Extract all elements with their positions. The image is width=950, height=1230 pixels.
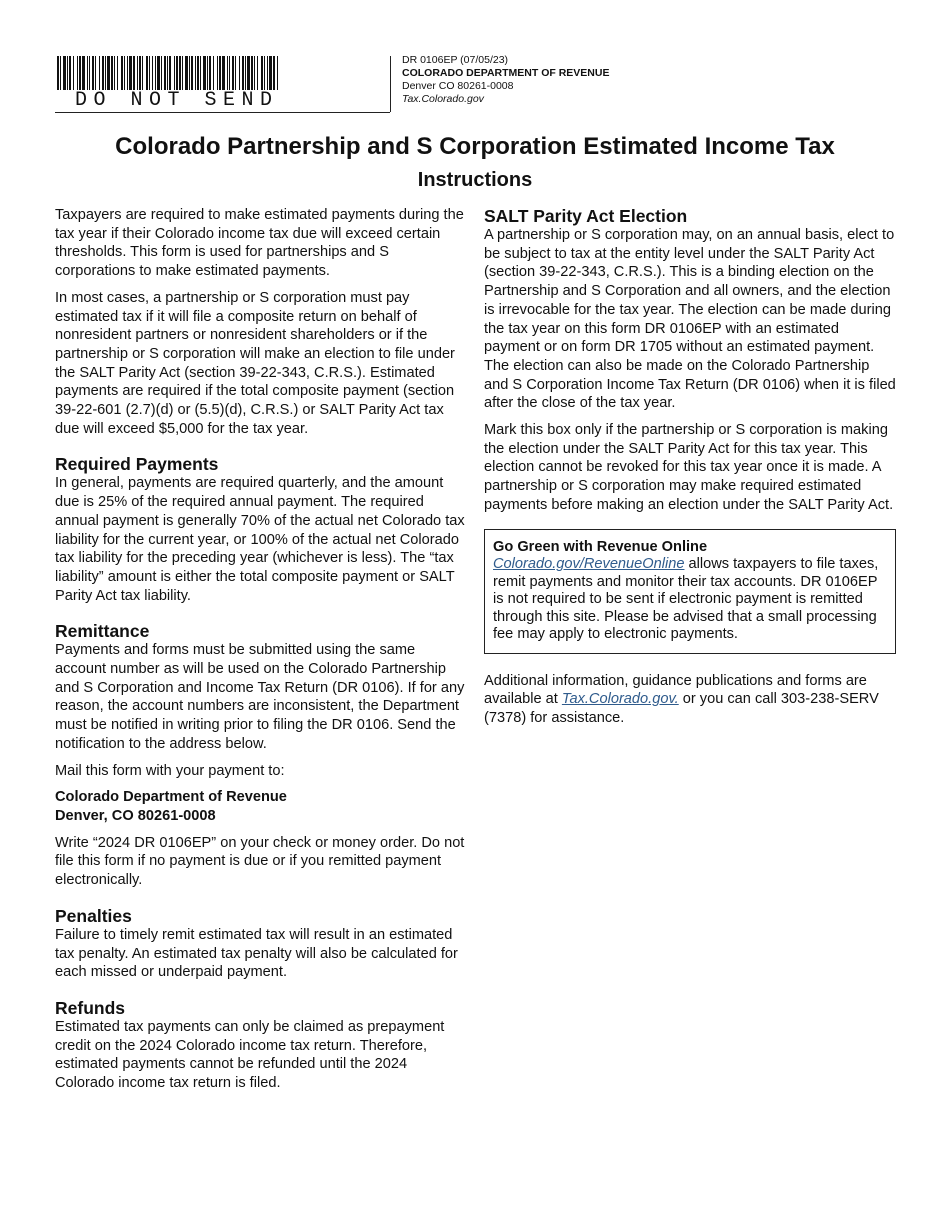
barcode-bar <box>269 56 272 90</box>
go-green-box <box>484 529 896 654</box>
barcode-bar <box>277 56 278 90</box>
barcode-bar <box>185 56 188 90</box>
barcode-bar <box>157 56 160 90</box>
refunds-text: Estimated tax payments can only be claimed as prepayment credit on the 2024 Colorado income tax return. Therefore, estimated payments cannot be refunded until the 2024 Colorado income tax return is filed. <box>55 1018 445 1092</box>
mail-instruction: Mail this form with your payment to: <box>55 762 285 779</box>
barcode-bar <box>149 56 150 90</box>
barcode-bar <box>200 56 201 90</box>
left-column <box>55 206 467 1101</box>
mailing-address <box>55 788 467 825</box>
barcode-bar <box>167 56 168 90</box>
address-line-2: Denver, CO 80261-0008 <box>55 807 216 824</box>
barcode-bar <box>239 56 240 90</box>
revenue-online-link[interactable]: Colorado.gov/RevenueOnline <box>493 556 685 573</box>
salt-parity-paragraph-2: Mark this box only if the partnership or S corporation is making the election under the SALT Parity Act for this tax year. This election cannot be revoked for this tax year once it is made. A partnership or S corporation may make required estimated payments before making an election under the SALT Parity Act. <box>484 422 894 513</box>
barcode-bar <box>60 56 61 90</box>
barcode-bar <box>229 56 230 90</box>
barcode-bar <box>219 56 221 90</box>
barcode-bar <box>161 56 162 90</box>
barcode-bar <box>69 56 71 90</box>
refunds-heading: Refunds <box>55 997 125 1018</box>
barcode-bar <box>197 56 199 90</box>
page-title: Colorado Partnership and S Corporation Estimated Income Tax <box>115 133 835 160</box>
barcode-bar <box>114 56 115 90</box>
section-penalties <box>55 906 467 982</box>
barcode-bar <box>174 56 175 90</box>
barcode-bar <box>87 56 88 90</box>
barcode-bar <box>152 56 153 90</box>
remittance-heading: Remittance <box>55 621 150 642</box>
write-instruction: Write “2024 DR 0106EP” on your check or money order. Do not file this form if no payment is due or if you remitted payment electronically. <box>55 834 465 889</box>
barcode-bar <box>82 56 85 90</box>
section-remittance <box>55 621 467 889</box>
intro-paragraph-1: Taxpayers are required to make estimated payments during the tax year if their Colorado income tax due will exceed certain thresholds. This form is used for partnerships and S corporations to make estimated payments. <box>55 207 464 280</box>
barcode <box>55 56 390 113</box>
barcode-bar <box>77 56 78 90</box>
salt-parity-paragraph-1: A partnership or S corporation may, on an annual basis, elect to be subject to tax at the entity level under the SALT Parity Act (section 39-22-343, C.R.S.). This is a binding election on the Partnership and S Corporation and all owners, and the election is irrevocable for the tax year. The election can be made during the tax year on this form DR 0106EP with an estimated payment or on form DR 1705 without an estimated payment. The election can also be made on the Colorado Partnership and S Corporation Income Tax Return (DR 0106) when it is filed after the close of the tax year. <box>484 227 896 412</box>
required-payments-text: In general, payments are required quarterly, and the amount due is 25% of the required annual payment. The required annual payment is generally 70% of the actual net Colorado tax liability for the current year, or 100% of the actual net Colorado tax liability for the preceding year (whichever is less). The “tax liability” amount is either the total composite payment or SALT Parity Act tax liability. <box>55 475 465 604</box>
agency-city: Denver CO 80261-0008 <box>402 80 514 92</box>
barcode-bar <box>124 56 125 90</box>
barcode-label: DO NOT SEND <box>75 89 279 112</box>
barcode-bar <box>105 56 106 90</box>
barcode-bar <box>251 56 253 90</box>
barcode-bar <box>129 56 132 90</box>
barcode-bar <box>217 56 218 90</box>
barcode-bar <box>169 56 171 90</box>
barcode-bar <box>242 56 244 90</box>
info-text-pre: Additional information, guidance publications and forms are available at <box>484 672 867 708</box>
barcode-bar <box>155 56 156 90</box>
section-required-payments <box>55 454 467 605</box>
barcode-bar <box>195 56 196 90</box>
barcode-bar <box>139 56 141 90</box>
barcode-bars <box>57 56 279 90</box>
barcode-bar <box>99 56 100 90</box>
barcode-bar <box>146 56 148 90</box>
barcode-bar <box>127 56 128 90</box>
page-subtitle: Instructions <box>417 169 533 191</box>
barcode-bar <box>257 56 258 90</box>
penalties-text: Failure to timely remit estimated tax will result in an estimated tax penalty. An estimated tax penalty will also be calculated for each missed or underpaid payment. <box>55 926 458 981</box>
barcode-bar <box>222 56 225 90</box>
barcode-bar <box>207 56 208 90</box>
agency-name: COLORADO DEPARTMENT OF REVENUE <box>402 67 610 79</box>
barcode-bar <box>79 56 81 90</box>
barcode-bar <box>191 56 193 90</box>
barcode-bar <box>67 56 68 90</box>
barcode-bar <box>89 56 90 90</box>
barcode-bar <box>107 56 110 90</box>
go-green-body: allows taxpayers to file taxes, remit payments and monitor their tax accounts. DR 0106EP is not required to be sent if electronic payment is remitted through this site. Please be advised that a small processing fee may apply to electronic payments. <box>493 556 879 643</box>
barcode-bar <box>73 56 74 90</box>
barcode-bar <box>164 56 166 90</box>
salt-parity-heading: SALT Parity Act Election <box>484 206 688 226</box>
barcode-bar <box>213 56 214 90</box>
form-number: DR 0106EP (07/05/23) <box>402 54 509 66</box>
go-green-text <box>493 556 887 644</box>
intro-paragraph-2: In most cases, a partnership or S corporation must pay estimated tax if it will file a composite return on behalf of nonresident partners or nonresident shareholders or if the partnership or S corporation will make an election to file under the SALT Parity Act (section 39-22-343, C.R.S.). Estimated payments are required if the total composite payment (section 39-22-601 (2.7)(d) or (5.5)(d), C.R.S.) or SALT Parity Act tax due will exceed $5,000 for the tax year. <box>55 289 455 437</box>
info-text-post: or you can call 303-238-SERV (7378) for assistance. <box>484 691 879 726</box>
barcode-bar <box>182 56 183 90</box>
barcode-bar <box>261 56 263 90</box>
barcode-bar <box>102 56 104 90</box>
barcode-bar <box>273 56 275 90</box>
barcode-bar <box>179 56 181 90</box>
agency-website: Tax.Colorado.gov <box>402 93 484 105</box>
barcode-bar <box>137 56 138 90</box>
barcode-bar <box>121 56 123 90</box>
barcode-bar <box>245 56 246 90</box>
barcode-bar <box>92 56 94 90</box>
barcode-bar <box>235 56 236 90</box>
penalties-heading: Penalties <box>55 905 132 926</box>
barcode-bar <box>142 56 143 90</box>
additional-info <box>484 672 896 728</box>
barcode-bar <box>264 56 265 90</box>
agency-block <box>402 54 609 106</box>
section-refunds <box>55 998 467 1093</box>
right-column <box>484 206 896 736</box>
barcode-bar <box>232 56 234 90</box>
go-green-title: Go Green with Revenue Online <box>493 538 708 555</box>
barcode-bar <box>247 56 250 90</box>
barcode-bar <box>209 56 211 90</box>
barcode-bar <box>57 56 59 90</box>
header-divider <box>390 56 391 112</box>
barcode-bar <box>227 56 228 90</box>
address-line-1: Colorado Department of Revenue <box>55 789 287 806</box>
barcode-bar <box>203 56 206 90</box>
barcode-bar <box>176 56 178 90</box>
barcode-bar <box>267 56 268 90</box>
barcode-bar <box>254 56 255 90</box>
barcode-bar <box>63 56 66 90</box>
tax-colorado-link[interactable]: Tax.Colorado.gov. <box>561 691 679 708</box>
barcode-bar <box>95 56 96 90</box>
barcode-bar <box>189 56 190 90</box>
barcode-bar <box>117 56 118 90</box>
required-payments-heading: Required Payments <box>55 454 219 475</box>
remittance-text: Payments and forms must be submitted using the same account number as will be used on the Colorado Partnership and S Corporation and Income Tax Return (DR 0106). If for any reason, the account numbers are inconsistent, the Department must be notified in writing prior to filing the DR 0106. Send the notification to the address below. <box>55 642 465 752</box>
barcode-bar <box>133 56 135 90</box>
barcode-bar <box>111 56 113 90</box>
